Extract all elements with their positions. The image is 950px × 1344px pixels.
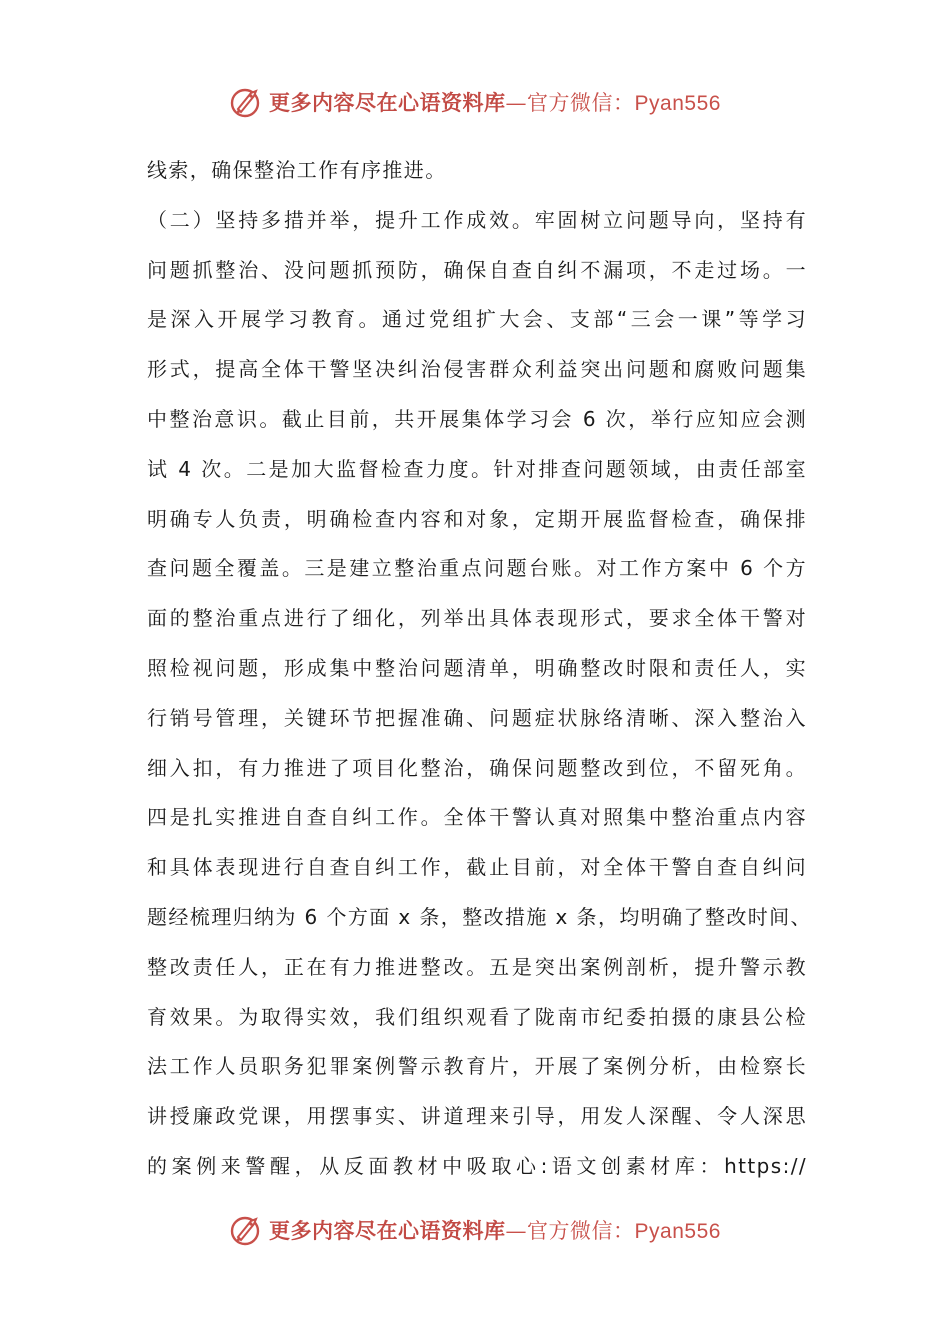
banner-wechat-id: Pyan556 — [634, 92, 721, 115]
pen-logo-icon — [229, 1213, 263, 1247]
text-line: 四是扎实推进自查自纠工作。全体干警认真对照集中整治重点内容 — [147, 805, 807, 830]
text-line: 是深入开展学习教育。通过党组扩大会、支部“三会一课”等学习 — [147, 307, 807, 332]
banner-wechat-id: Pyan556 — [634, 1220, 721, 1243]
text-line: 的案例来警醒，从反面教材中吸取心:语文创素材库：https:// — [147, 1153, 807, 1178]
banner-brand: 更多内容尽在心语资料库 — [269, 1218, 506, 1243]
text-line: 讲授廉政党课，用摆事实、讲道理来引导，用发人深醒、令人深思 — [147, 1104, 807, 1129]
banner-text — [269, 87, 721, 117]
text-line: 整改责任人，正在有力推进整改。五是突出案例剖析，提升警示教 — [147, 954, 807, 979]
banner-dash: — — [505, 1219, 528, 1243]
text-line: 问题抓整治、没问题抓预防，确保自查自纠不漏项，不走过场。一 — [147, 257, 807, 282]
document-body — [147, 146, 812, 1192]
header-banner — [0, 82, 950, 122]
text-line: 面的整治重点进行了细化，列举出具体表现形式，要求全体干警对 — [147, 606, 807, 631]
banner-dash: — — [505, 91, 528, 115]
text-line: 试 4 次。二是加大监督检查力度。针对排查问题领域，由责任部室 — [147, 456, 807, 481]
banner-wechat-label: 官方微信： — [527, 1219, 635, 1243]
text-line: 明确专人负责，明确检查内容和对象，定期开展监督检查，确保排 — [147, 506, 807, 531]
text-line: 育效果。为取得实效，我们组织观看了陇南市纪委拍摄的康县公检 — [147, 1004, 807, 1029]
text-line: 线索，确保整治工作有序推进。 — [147, 158, 447, 182]
text-line: 题经梳理归纳为 6 个方面 x 条，整改措施 x 条，均明确了整改时间、 — [147, 904, 812, 929]
text-line: 查问题全覆盖。三是建立整治重点问题台账。对工作方案中 6 个方 — [147, 556, 807, 581]
banner-brand: 更多内容尽在心语资料库 — [269, 90, 506, 115]
banner-text — [269, 1215, 721, 1245]
banner-wechat-label: 官方微信： — [527, 91, 635, 115]
text-line: 行销号管理，关键环节把握准确、问题症状脉络清晰、深入整治入 — [147, 705, 807, 730]
text-line: 和具体表现进行自查自纠工作，截止目前，对全体干警自查自纠问 — [147, 855, 807, 880]
text-line: （二）坚持多措并举，提升工作成效。牢固树立问题导向，坚持有 — [147, 207, 807, 232]
text-line: 照检视问题，形成集中整治问题清单，明确整改时限和责任人，实 — [147, 655, 807, 680]
text-line: 中整治意识。截止目前，共开展集体学习会 6 次，举行应知应会测 — [147, 406, 807, 431]
text-line: 形式，提高全体干警坚决纠治侵害群众利益突出问题和腐败问题集 — [147, 357, 807, 382]
text-line: 法工作人员职务犯罪案例警示教育片，开展了案例分析，由检察长 — [147, 1054, 807, 1079]
footer-banner — [0, 1210, 950, 1250]
text-line: 细入扣，有力推进了项目化整治，确保问题整改到位，不留死角。 — [147, 755, 807, 780]
pen-logo-icon — [229, 85, 263, 119]
